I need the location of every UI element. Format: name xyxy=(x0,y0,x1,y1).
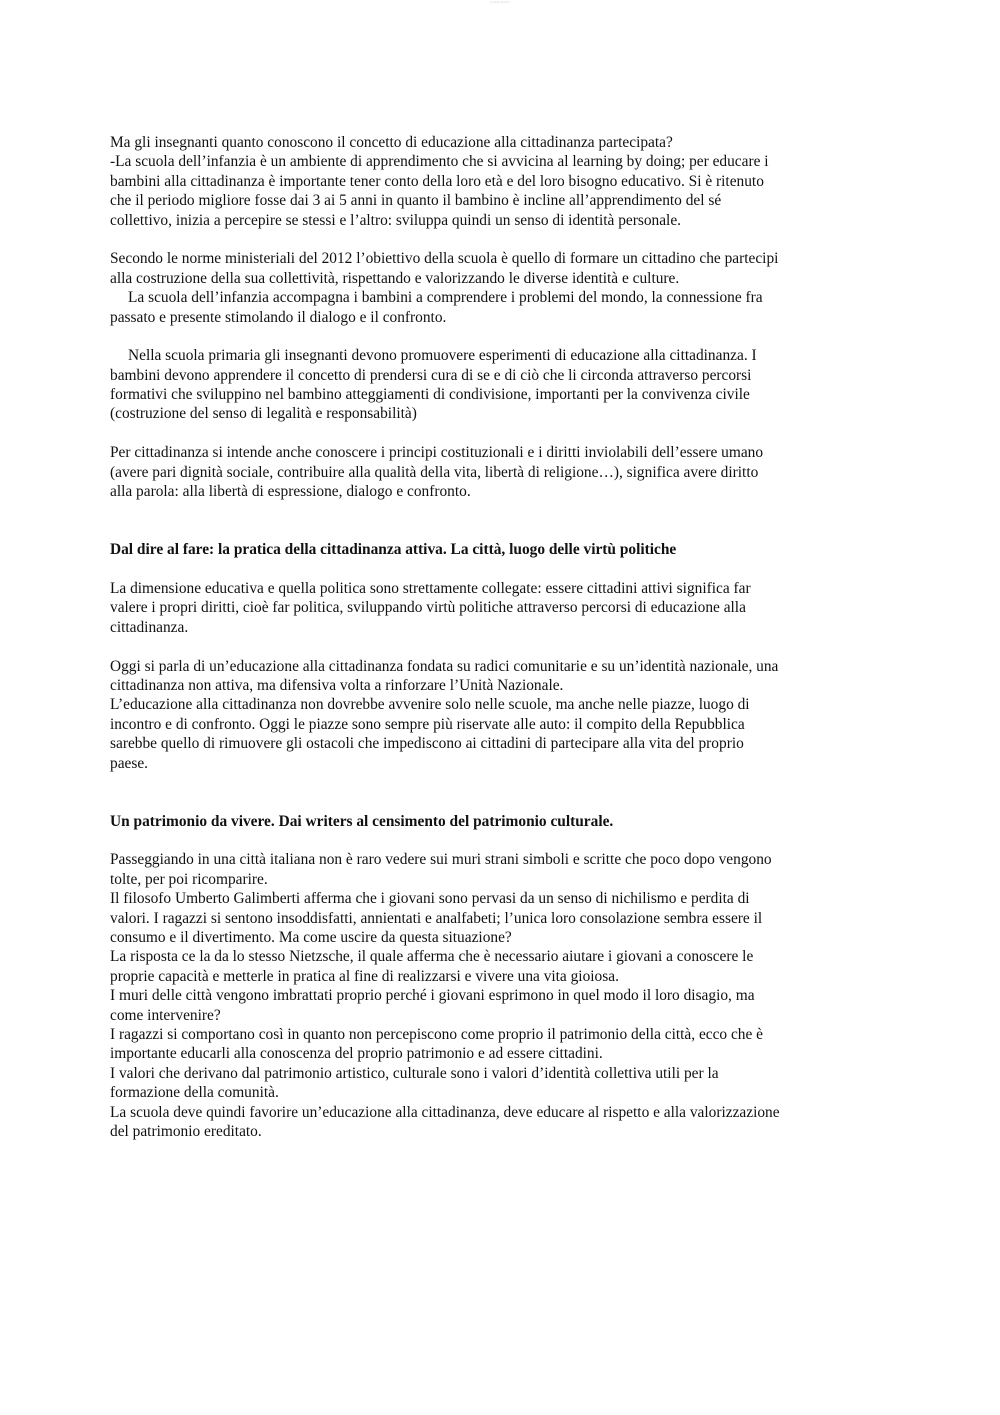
spacer xyxy=(110,230,885,249)
spacer xyxy=(110,501,885,540)
spacer xyxy=(110,773,885,812)
text-line: L’educazione alla cittadinanza non dovrebbe avvenire solo nelle scuole, ma anche nelle piazze, luogo di xyxy=(110,696,750,714)
header-mark: Lorem ipsum xyxy=(490,0,510,4)
text-line: cittadinanza. xyxy=(110,618,189,636)
text-line: consumo e il divertimento. Ma come uscire da questa situazione? xyxy=(110,929,512,947)
text-line: I muri delle città vengono imbrattati proprio perché i giovani esprimono in quel modo il loro disagio, ma xyxy=(110,987,755,1005)
text-line: sarebbe quello di rimuovere gli ostacoli che impediscono ai cittadini di partecipare alla vita del proprio xyxy=(110,735,744,753)
text-line: come intervenire? xyxy=(110,1006,221,1024)
text-line: Secondo le norme ministeriali del 2012 l’obiettivo della scuola è quello di formare un cittadino che partecipi xyxy=(110,250,779,268)
spacer xyxy=(110,637,885,656)
text-line: formazione della comunità. xyxy=(110,1084,279,1102)
paragraph xyxy=(110,657,885,773)
text-line: Passeggiando in una città italiana non è raro vedere sui muri strani simboli e scritte che poco dopo vengono xyxy=(110,851,772,869)
paragraph xyxy=(110,443,885,501)
spacer xyxy=(110,831,885,850)
paragraph xyxy=(110,133,885,230)
text-line: paese. xyxy=(110,754,149,772)
text-line: alla parola: alla libertà di espressione, dialogo e confronto. xyxy=(110,483,471,501)
spacer xyxy=(110,327,885,346)
text-line: collettivo, inizia a percepire se stessi e l’altro: sviluppa quindi un senso di identità personale. xyxy=(110,211,682,229)
paragraph xyxy=(110,346,885,424)
spacer xyxy=(110,424,885,443)
paragraph xyxy=(110,850,885,1141)
text-line: I ragazzi si comportano così in quanto non percepiscono come proprio il patrimonio della città, ecco che è xyxy=(110,1026,764,1043)
text-line: che il periodo migliore fosse dai 3 ai 5 anni in quanto il bambino è incline all’apprendimento del sé xyxy=(110,192,722,210)
text-line: La scuola dell’infanzia accompagna i bambini a comprendere i problemi del mondo, la connessione fra xyxy=(128,289,763,307)
text-line: importante educarli alla conoscenza del proprio patrimonio e ad essere cittadini. xyxy=(110,1045,603,1063)
text-line: valori. I ragazzi si sentono insoddisfatti, annientati e analfabeti; l’unica loro consolazione sembra essere il xyxy=(110,909,763,927)
text-line: passato e presente stimolando il dialogo e il confronto. xyxy=(110,308,447,326)
text-line: La dimensione educativa e quella politica sono strettamente collegate: essere cittadini attivi significa far xyxy=(110,580,751,597)
paragraph xyxy=(110,288,885,327)
section-heading xyxy=(110,812,885,831)
text-line: valere i propri diritti, cioè far politica, sviluppando virtù politiche attraverso percorsi di educazione alla xyxy=(110,599,746,617)
text-line: La scuola deve quindi favorire un’educazione alla cittadinanza, deve educare al rispetto e alla valorizzazione xyxy=(110,1103,780,1121)
text-line: formativi che sviluppino nel bambino atteggiamenti di condivisione, importanti per la convivenza civile xyxy=(110,386,750,404)
spacer xyxy=(110,560,885,579)
text-line: incontro e di confronto. Oggi le piazze sono sempre più riservate alle auto: il compito della Repubblica xyxy=(110,715,745,733)
text-line: I valori che derivano dal patrimonio artistico, culturale sono i valori d’identità collettiva utili per la xyxy=(110,1064,719,1082)
heading-text: Un patrimonio da vivere. Dai writers al censimento del patrimonio culturale. xyxy=(110,812,614,830)
paragraph xyxy=(110,249,885,288)
heading-text: Dal dire al fare: la pratica della cittadinanza attiva. La città, luogo delle virtù politiche xyxy=(110,541,677,559)
document-body xyxy=(110,133,885,1141)
text-line: Ma gli insegnanti quanto conoscono il concetto di educazione alla cittadinanza partecipata? xyxy=(110,134,673,151)
text-line: bambini alla cittadinanza è importante tener conto della loro età e del loro bisogno educativo. Si è ritenuto xyxy=(110,172,764,190)
text-line: Nella scuola primaria gli insegnanti devono promuovere esperimenti di educazione alla cittadinanza. I xyxy=(128,347,757,365)
text-line: proprie capacità e metterle in pratica al fine di realizzarsi e vivere una vita gioiosa. xyxy=(110,967,619,985)
text-line: (costruzione del senso di legalità e responsabilità) xyxy=(110,405,417,423)
text-line: -La scuola dell’infanzia è un ambiente di apprendimento che si avvicina al learning by doing; per educare i xyxy=(110,153,769,171)
text-line: cittadinanza non attiva, ma difensiva volta a rinforzare l’Unità Nazionale. xyxy=(110,676,564,694)
section-heading xyxy=(110,540,885,559)
text-line: alla costruzione della sua collettività, rispettando e valorizzando le diverse identità e culture. xyxy=(110,269,680,287)
text-line: La risposta ce la da lo stesso Nietzsche, il quale afferma che è necessario aiutare i giovani a conoscere le xyxy=(110,948,754,966)
paragraph xyxy=(110,579,885,637)
text-line: bambini devono apprendere il concetto di prendersi cura di se e di ciò che li circonda attraverso percorsi xyxy=(110,366,752,384)
text-line: Oggi si parla di un’educazione alla cittadinanza fondata su radici comunitarie e su un’identità nazionale, una xyxy=(110,657,779,675)
text-line: Per cittadinanza si intende anche conoscere i principi costituzionali e i diritti inviolabili dell’essere umano xyxy=(110,444,764,462)
text-line: del patrimonio ereditato. xyxy=(110,1122,262,1140)
text-line: Il filosofo Umberto Galimberti afferma che i giovani sono pervasi da un senso di nichilismo e perdita di xyxy=(110,890,750,908)
text-line: tolte, per poi ricomparire. xyxy=(110,870,268,888)
text-line: (avere pari dignità sociale, contribuire alla qualità della vita, libertà di religione…), significa avere diritto xyxy=(110,463,759,481)
